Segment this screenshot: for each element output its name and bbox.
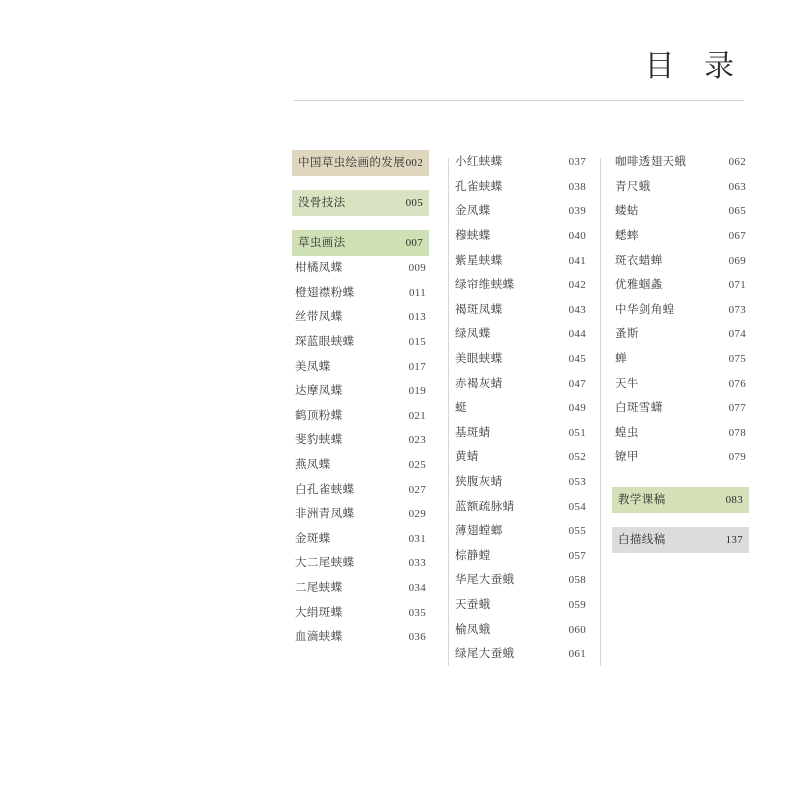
toc-entry-page-number: 041 [568, 254, 586, 267]
toc-entry-label: 二尾蛱蝶 [295, 580, 343, 595]
toc-entry-row[interactable] [612, 248, 749, 273]
toc-entry-label: 穆蛱蝶 [455, 228, 491, 243]
toc-entry-label: 大二尾蛱蝶 [295, 555, 355, 570]
toc-entry-row[interactable] [292, 453, 429, 478]
toc-entry-row[interactable] [452, 199, 589, 224]
toc-entry-page-number: 054 [568, 500, 586, 513]
toc-entry-row[interactable] [452, 224, 589, 249]
toc-entry-page-number: 031 [408, 532, 426, 545]
page-header [644, 49, 744, 84]
toc-entry-row[interactable] [452, 494, 589, 519]
toc-entry-label: 蝼蛄 [615, 203, 639, 218]
toc-entry-page-number: 007 [405, 237, 423, 249]
toc-entry-page-number: 033 [408, 557, 426, 570]
toc-entry-label: 丝带凤蝶 [295, 309, 343, 324]
toc-entry-label: 榆凤蛾 [455, 621, 491, 636]
toc-entry-page-number: 053 [568, 476, 586, 489]
toc-entry-page-number: 076 [728, 377, 746, 390]
toc-entry-row[interactable] [292, 330, 429, 355]
toc-entry-row[interactable] [612, 175, 749, 200]
toc-entry-label: 教学课稿 [618, 491, 666, 506]
toc-entry-label: 蟋蟀 [615, 228, 639, 243]
toc-entry-label: 蝗虫 [615, 424, 639, 439]
toc-entry-label: 中华剑角蝗 [615, 301, 675, 316]
toc-entry-row[interactable] [452, 568, 589, 593]
toc-entry-label: 褐斑凤蝶 [455, 301, 503, 316]
toc-entry-label: 优雅蝈螽 [615, 277, 663, 292]
toc-entry-page-number: 051 [568, 426, 586, 439]
toc-entry-label: 金斑蝶 [295, 530, 331, 545]
toc-entry-page-number: 071 [728, 279, 746, 292]
toc-entry-page-number: 063 [728, 180, 746, 193]
toc-columns [292, 150, 772, 666]
toc-entry-page-number: 044 [568, 328, 586, 341]
toc-entry-label: 咖啡透翅天蛾 [615, 154, 687, 169]
toc-entry-page-number: 021 [408, 409, 426, 422]
toc-entry-label: 紫星蛱蝶 [455, 252, 503, 267]
toc-entry-page-number: 057 [568, 549, 586, 562]
toc-entry-row[interactable] [292, 502, 429, 527]
toc-entry-row[interactable] [452, 421, 589, 446]
toc-entry-label: 燕凤蝶 [295, 457, 331, 472]
toc-entry-label: 小红蛱蝶 [455, 154, 503, 169]
toc-entry-row[interactable] [612, 396, 749, 421]
toc-entry-page-number: 077 [728, 402, 746, 415]
toc-entry-row[interactable] [452, 470, 589, 495]
toc-entry-row[interactable] [452, 371, 589, 396]
toc-entry-row[interactable] [452, 322, 589, 347]
toc-entry-page-number: 040 [568, 230, 586, 243]
toc-entry-label: 大绢斑蝶 [295, 604, 343, 619]
toc-entry-row[interactable] [292, 281, 429, 306]
toc-entry-label: 美眼蛱蝶 [455, 351, 503, 366]
toc-section-row[interactable] [612, 527, 749, 553]
toc-entry-page-number: 055 [568, 525, 586, 538]
toc-entry-row[interactable] [452, 617, 589, 642]
toc-entry-page-number: 023 [408, 434, 426, 447]
toc-entry-label: 斑衣蜡蝉 [615, 252, 663, 267]
toc-entry-page-number: 060 [568, 623, 586, 636]
toc-entry-page-number: 083 [725, 493, 743, 506]
toc-entry-label: 青尺蛾 [615, 178, 651, 193]
toc-entry-row[interactable] [452, 445, 589, 470]
toc-entry-row[interactable] [452, 248, 589, 273]
toc-entry-row[interactable] [452, 642, 589, 667]
toc-entry-page-number: 029 [408, 508, 426, 521]
toc-entry-label: 没骨技法 [298, 195, 346, 209]
toc-entry-row[interactable] [292, 477, 429, 502]
toc-entry-page-number: 037 [568, 156, 586, 169]
toc-entry-label: 草虫画法 [298, 235, 346, 249]
toc-entry-page-number: 075 [728, 353, 746, 366]
toc-column [292, 150, 429, 666]
page-title: 目 录 [644, 49, 744, 84]
toc-entry-page-number: 062 [728, 156, 746, 169]
toc-section-row[interactable] [612, 487, 749, 513]
toc-entry-page-number: 073 [728, 303, 746, 316]
toc-entry-row[interactable] [292, 527, 429, 552]
toc-entry-row[interactable] [292, 305, 429, 330]
toc-entry-page-number: 039 [568, 205, 586, 218]
toc-entry-page-number: 036 [408, 631, 426, 644]
toc-entry-label: 蓝额疏脉蜻 [455, 498, 515, 513]
spacer [612, 470, 749, 487]
toc-entry-row[interactable] [452, 347, 589, 372]
toc-entry-page-number: 002 [405, 157, 423, 169]
toc-entry-page-number: 038 [568, 180, 586, 193]
toc-entry-row[interactable] [612, 322, 749, 347]
toc-entry-label: 柑橘凤蝶 [295, 260, 343, 275]
column-divider [600, 158, 601, 666]
toc-entry-row[interactable] [452, 593, 589, 618]
toc-entry-page-number: 047 [568, 377, 586, 390]
toc-entry-row[interactable] [292, 404, 429, 429]
toc-entry-label: 斐豹蛱蝶 [295, 432, 343, 447]
toc-entry-label: 达摩凤蝶 [295, 383, 343, 398]
toc-entry-label: 黄蜻 [455, 449, 479, 464]
toc-entry-label: 狭腹灰蜻 [455, 474, 503, 489]
toc-entry-row[interactable] [292, 551, 429, 576]
toc-entry-page-number: 069 [728, 254, 746, 267]
toc-entry-page-number: 059 [568, 598, 586, 611]
toc-entry-page-number: 043 [568, 303, 586, 316]
toc-entry-row[interactable] [612, 445, 749, 470]
toc-entry-label: 薄翅螳螂 [455, 523, 503, 538]
toc-entry-page-number: 065 [728, 205, 746, 218]
toc-entry-label: 赤褐灰蜻 [455, 375, 503, 390]
toc-entry-page-number: 034 [408, 582, 426, 595]
toc-entry-label: 美凤蝶 [295, 358, 331, 373]
column-divider [448, 158, 449, 666]
toc-section-row[interactable] [292, 230, 429, 256]
toc-entry-page-number: 052 [568, 451, 586, 464]
toc-entry-row[interactable] [612, 199, 749, 224]
toc-entry-label: 中国草虫绘画的发展 [298, 155, 406, 169]
toc-entry-page-number: 067 [728, 230, 746, 243]
toc-entry-page-number: 011 [409, 286, 426, 299]
toc-entry-row[interactable] [612, 224, 749, 249]
spacer [612, 513, 749, 527]
toc-entry-row[interactable] [452, 150, 589, 175]
toc-entry-label: 白斑雪蟏 [615, 400, 663, 415]
toc-entry-label: 孔雀蛱蝶 [455, 178, 503, 193]
toc-entry-label: 基斑蜻 [455, 424, 491, 439]
toc-entry-row[interactable] [292, 600, 429, 625]
toc-entry-label: 金凤蝶 [455, 203, 491, 218]
toc-entry-row[interactable] [452, 175, 589, 200]
toc-entry-row[interactable] [292, 354, 429, 379]
toc-entry-row[interactable] [452, 273, 589, 298]
toc-entry-label: 绿尾大蚕蛾 [455, 646, 515, 661]
toc-entry-page-number: 015 [408, 336, 426, 349]
toc-entry-row[interactable] [292, 256, 429, 281]
toc-entry-page-number: 137 [725, 533, 743, 546]
toc-entry-row[interactable] [452, 519, 589, 544]
toc-column [452, 150, 589, 666]
spacer [292, 216, 429, 230]
toc-entry-row[interactable] [612, 347, 749, 372]
toc-entry-row[interactable] [612, 150, 749, 175]
toc-entry-page-number: 017 [408, 360, 426, 373]
toc-entry-page-number: 035 [408, 606, 426, 619]
toc-entry-row[interactable] [612, 421, 749, 446]
toc-column [612, 150, 749, 666]
toc-entry-row[interactable] [612, 371, 749, 396]
toc-entry-row[interactable] [612, 298, 749, 323]
toc-entry-label: 绿凤蝶 [455, 326, 491, 341]
toc-entry-page-number: 013 [408, 311, 426, 324]
toc-entry-page-number: 078 [728, 426, 746, 439]
toc-section-row[interactable] [292, 190, 429, 216]
toc-entry-row[interactable] [452, 396, 589, 421]
toc-entry-row[interactable] [292, 379, 429, 404]
toc-entry-page-number: 009 [408, 262, 426, 275]
toc-entry-label: 白描线稿 [618, 531, 666, 546]
toc-entry-label: 血滴蛱蝶 [295, 629, 343, 644]
toc-entry-page-number: 019 [408, 385, 426, 398]
toc-entry-page-number: 074 [728, 328, 746, 341]
toc-entry-row[interactable] [292, 428, 429, 453]
toc-entry-row[interactable] [612, 273, 749, 298]
toc-section-row[interactable] [292, 150, 429, 176]
toc-entry-page-number: 079 [728, 451, 746, 464]
toc-entry-page-number: 045 [568, 353, 586, 366]
toc-entry-page-number: 005 [405, 197, 423, 209]
toc-entry-label: 蜓 [455, 400, 467, 415]
toc-entry-label: 鹤顶粉蝶 [295, 407, 343, 422]
toc-entry-page-number: 027 [408, 483, 426, 496]
toc-entry-row[interactable] [452, 298, 589, 323]
header-divider [294, 100, 744, 101]
toc-entry-label: 橙翅襟粉蝶 [295, 284, 355, 299]
toc-entry-label: 天蚕蛾 [455, 596, 491, 611]
toc-entry-label: 镣甲 [615, 449, 639, 464]
toc-entry-page-number: 042 [568, 279, 586, 292]
toc-entry-page-number: 025 [408, 459, 426, 472]
toc-entry-label: 白孔雀蛱蝶 [295, 481, 355, 496]
toc-entry-label: 绿帘维蛱蝶 [455, 277, 515, 292]
toc-entry-label: 琛蓝眼蛱蝶 [295, 334, 355, 349]
toc-entry-label: 蝉 [615, 351, 627, 366]
toc-entry-page-number: 058 [568, 574, 586, 587]
toc-entry-label: 非洲青凤蝶 [295, 506, 355, 521]
toc-entry-row[interactable] [292, 625, 429, 650]
toc-entry-label: 天牛 [615, 375, 639, 390]
toc-entry-label: 华尾大蚕蛾 [455, 572, 515, 587]
spacer [292, 176, 429, 190]
toc-entry-label: 蚤斯 [615, 326, 639, 341]
toc-entry-row[interactable] [452, 544, 589, 569]
toc-entry-row[interactable] [292, 576, 429, 601]
toc-entry-page-number: 061 [568, 648, 586, 661]
toc-entry-label: 棕静螳 [455, 547, 491, 562]
toc-entry-page-number: 049 [568, 402, 586, 415]
